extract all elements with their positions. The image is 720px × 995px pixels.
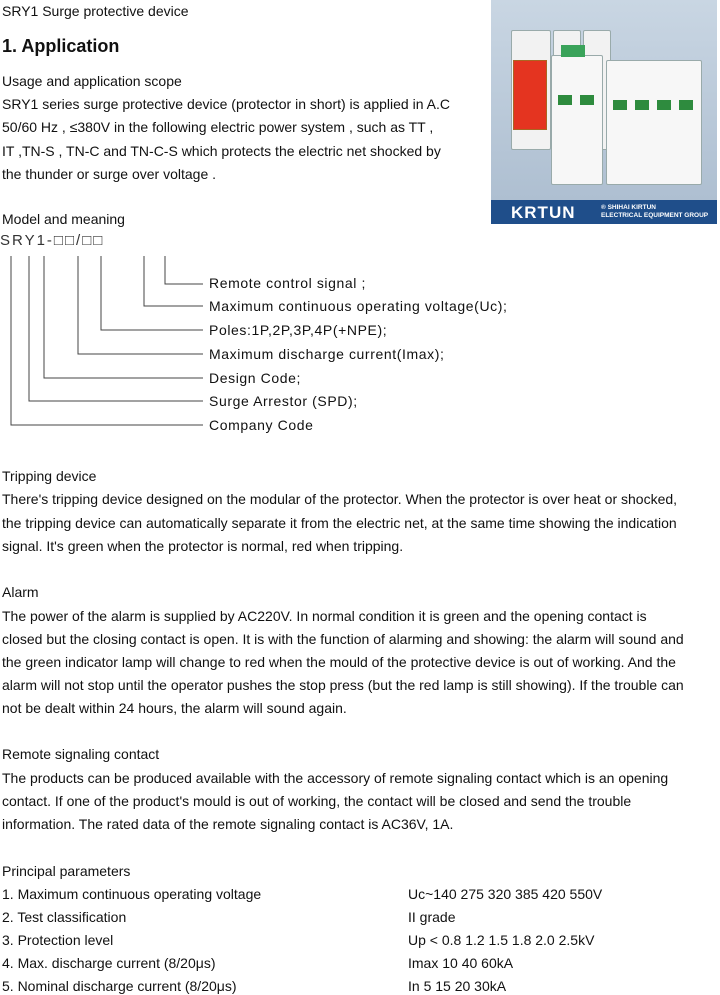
remote-line: contact. If one of the product's mould is out of working, the contact will be closed and send the trouble <box>2 793 632 809</box>
parameter-value: II grade <box>408 909 456 925</box>
page-title: SRY1 Surge protective device <box>2 3 189 19</box>
parameter-name: 2. Test classification <box>2 909 127 925</box>
tripping-heading: Tripping device <box>2 468 97 484</box>
brand-subtitle: ® SHIHAI KIRTUN ELECTRICAL EQUIPMENT GROUP <box>601 204 709 219</box>
parameter-value: Up < 0.8 1.2 1.5 1.8 2.0 2.5kV <box>408 932 595 948</box>
model-label-company-code: Company Code <box>209 417 314 433</box>
parameter-name: 3. Protection level <box>2 932 114 948</box>
remote-heading: Remote signaling contact <box>2 746 160 762</box>
alarm-line: not be dealt within 24 hours, the alarm will sound again. <box>2 700 347 716</box>
model-label-imax: Maximum discharge current(Imax); <box>209 346 445 362</box>
model-diagram-lines <box>0 248 210 433</box>
alarm-heading: Alarm <box>2 584 39 600</box>
parameter-name: 4. Max. discharge current (8/20μs) <box>2 955 216 971</box>
parameter-value: In 5 15 20 30kA <box>408 978 507 994</box>
alarm-line: the green indicator lamp will change to red when the mould of the protective device is out of working. And the <box>2 654 676 670</box>
alarm-line: alarm will not stop until the operator pushes the stop press (but the red lamp is still showing). If the trouble can <box>2 677 684 693</box>
section-heading: 1. Application <box>2 36 120 56</box>
usage-scope-line: 50/60 Hz , ≤380V in the following electric power system , such as TT , <box>2 119 434 135</box>
usage-scope-heading: Usage and application scope <box>2 73 182 89</box>
tripping-line: the tripping device can automatically separate it from the electric net, at the same time showing the indication <box>2 515 677 531</box>
parameter-value: Imax 10 40 60kA <box>408 955 514 971</box>
parameter-name: 1. Maximum continuous operating voltage <box>2 886 262 902</box>
usage-scope-line: the thunder or surge over voltage . <box>2 166 217 182</box>
parameter-value: Uc~140 275 320 385 420 550V <box>408 886 603 902</box>
tripping-line: signal. It's green when the protector is normal, red when tripping. <box>2 538 404 554</box>
model-label-spd: Surge Arrestor (SPD); <box>209 393 358 409</box>
parameters-heading: Principal parameters <box>2 863 131 879</box>
model-label-remote-control: Remote control signal ; <box>209 275 366 291</box>
model-heading: Model and meaning <box>2 211 125 227</box>
alarm-line: closed but the closing contact is open. It is with the function of alarming and showing: the alarm will sound and <box>2 631 684 647</box>
tripping-line: There's tripping device designed on the modular of the protector. When the protector is over heat or shocked, <box>2 491 678 507</box>
brand-logo: KRTUN <box>511 203 576 222</box>
usage-scope-line: SRY1 series surge protective device (protector in short) is applied in A.C <box>2 96 450 112</box>
model-label-design-code: Design Code; <box>209 370 302 386</box>
parameter-name: 5. Nominal discharge current (8/20μs) <box>2 978 237 994</box>
usage-scope-line: IT ,TN-S , TN-C and TN-C-S which protects the electric net shocked by <box>2 143 441 159</box>
model-label-uc: Maximum continuous operating voltage(Uc); <box>209 298 508 314</box>
remote-line: information. The rated data of the remote signaling contact is AC36V, 1A. <box>2 816 454 832</box>
remote-line: The products can be produced available with the accessory of remote signaling contact which is an opening <box>2 770 669 786</box>
model-code: SRY1-□□/□□ <box>0 232 105 249</box>
alarm-line: The power of the alarm is supplied by AC220V. In normal condition it is green and the opening contact is <box>2 608 647 624</box>
product-photo <box>491 0 717 224</box>
model-label-poles: Poles:1P,2P,3P,4P(+NPE); <box>209 322 388 338</box>
